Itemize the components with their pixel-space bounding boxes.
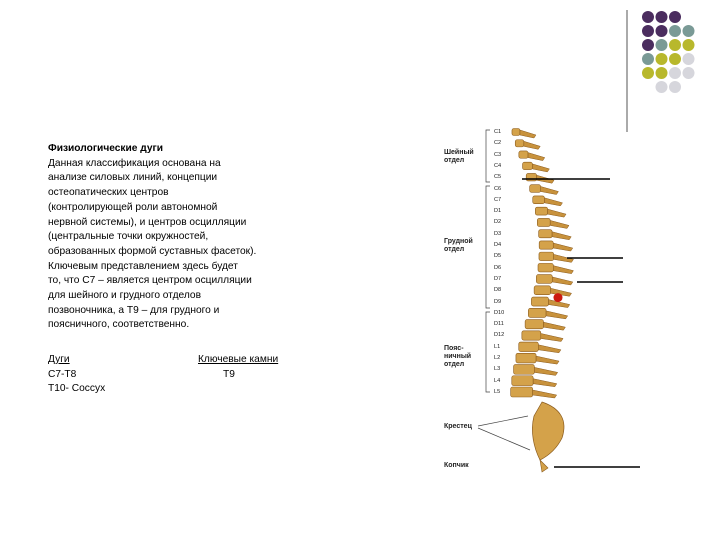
vertebra-label: D2: [494, 219, 502, 226]
decorative-dot: [656, 53, 668, 65]
vertebra-label: D1: [494, 208, 502, 215]
body-line: (контролирующей роли автономной: [48, 201, 218, 213]
keystones-column: [198, 353, 278, 382]
vertebra-label: L5: [494, 389, 501, 395]
decorative-dot: [669, 81, 681, 93]
vertebra-body: [519, 342, 539, 351]
vertebra-label: C6: [494, 185, 502, 192]
vertebra-label: D6: [494, 264, 502, 271]
vertebra-label: C5: [494, 174, 502, 181]
decorative-dot: [656, 11, 668, 23]
vertebra-label: D11: [494, 321, 504, 328]
vertebra-label: D8: [494, 287, 502, 294]
vertebra-body: [534, 286, 551, 295]
body-line: Ключевым представлением здесь будет: [48, 260, 238, 272]
decorative-dot: [642, 25, 654, 37]
vertebra-label: L3: [494, 366, 501, 373]
spinous-process: [534, 367, 557, 375]
body-line: остеопатических центров: [48, 187, 169, 199]
decorative-dot: [656, 25, 668, 37]
spine-illustration: [430, 120, 650, 475]
vertebra-body: [523, 162, 533, 169]
coccyx-label: Копчик: [444, 462, 469, 469]
body-line: то, что С7 – является центром осцилляции: [48, 275, 252, 287]
vertebra-label: C2: [494, 140, 502, 147]
body-line: для шейного и грудного отделов: [48, 290, 201, 302]
vertebra-body: [528, 308, 546, 317]
spinous-process: [552, 232, 571, 240]
arcs-header: Дуги: [48, 354, 70, 365]
vertebra-body: [512, 376, 533, 386]
spinous-process: [520, 130, 536, 138]
spinous-process: [552, 277, 573, 285]
vertebra-label: D5: [494, 253, 502, 260]
section-bracket: [486, 312, 490, 392]
keystones-header: Ключевые камни: [198, 354, 279, 365]
body-line: поясничного, соответственно.: [48, 319, 190, 331]
arcs-column: [48, 353, 105, 397]
vertebra-body: [522, 331, 541, 340]
body-line: анализе силовых линий, концепции: [48, 172, 218, 184]
thoracic-label: Грудной отдел: [444, 238, 473, 253]
vertebra-body: [535, 207, 547, 215]
vertebra-label: L2: [494, 355, 501, 362]
spinous-process: [541, 187, 559, 195]
vertebra-body: [536, 275, 552, 284]
vertebra-body: [530, 185, 541, 193]
spinous-process: [524, 141, 540, 149]
decorative-dot: [683, 53, 695, 65]
vertebra-body: [531, 297, 548, 306]
body-line: нервной системы), и центров осцилляции: [48, 216, 247, 228]
sacrum-leader-line: [478, 416, 528, 426]
spinous-process: [541, 333, 563, 341]
decorative-dot: [669, 25, 681, 37]
decorative-dot: [656, 81, 668, 93]
spinous-process: [553, 266, 573, 274]
vertebra-body: [537, 218, 550, 226]
decorative-dot: [669, 39, 681, 51]
spinous-process: [544, 198, 562, 206]
keystone-marker: [553, 293, 562, 302]
spine-figure: [430, 120, 650, 475]
section-bracket: [486, 130, 490, 182]
vertebra-label: C7: [494, 196, 502, 203]
coccyx-bone: [540, 460, 548, 472]
vertebra-body: [533, 196, 545, 204]
spinous-process: [532, 164, 549, 172]
spinous-process: [550, 220, 569, 228]
vertebra-body: [519, 151, 528, 158]
vertebra-body: [539, 230, 552, 238]
arc-row: Т10- Соссух: [48, 383, 106, 395]
spinous-process: [528, 153, 545, 161]
vertebra-label: D10: [494, 309, 505, 316]
vertebra-label: C4: [494, 162, 502, 169]
spinous-process: [553, 243, 572, 251]
vertebra-body: [539, 241, 553, 249]
decorative-dot: [669, 11, 681, 23]
vertebra-label: C3: [494, 151, 502, 158]
vertebra-label: L4: [494, 377, 501, 384]
vertebra-label: D12: [494, 332, 505, 339]
body-line: образованных формой суставных фасеток).: [48, 245, 257, 257]
decorative-dot: [683, 67, 695, 79]
spinous-process: [538, 345, 561, 353]
section-bracket: [486, 186, 490, 308]
description-block: [48, 142, 298, 333]
decorative-dot: [642, 67, 654, 79]
vertebra-body: [525, 320, 543, 329]
cervical-label: Шейный отдел: [444, 149, 474, 164]
vertebra-label: D3: [494, 230, 502, 237]
spinous-process: [536, 356, 559, 364]
spinous-process: [533, 379, 557, 387]
vertebra-body: [539, 252, 554, 260]
keystone-row: Т9: [223, 368, 235, 380]
body-line: (центральные точки окружностей,: [48, 231, 209, 243]
vertebra-body: [515, 140, 524, 147]
vertebra-label: L1: [494, 343, 501, 350]
vertebra-label: D4: [494, 242, 502, 249]
lumbar-label: Пояс- ничный отдел: [444, 345, 472, 368]
spinous-process: [546, 311, 568, 319]
decorative-dot: [642, 39, 654, 51]
decorative-dot: [669, 67, 681, 79]
vertebra-body: [511, 387, 533, 397]
decorative-dot: [656, 39, 668, 51]
vertebra-body: [512, 129, 520, 136]
body-line: Данная классификация основана на: [48, 157, 221, 169]
vertebra-label: D7: [494, 275, 502, 282]
section-heading: Физиологические дуги: [48, 143, 164, 154]
arc-row: С7-Т8: [48, 368, 77, 380]
sacrum-leader-line: [478, 428, 530, 450]
vertebra-body: [538, 263, 553, 272]
vertebra-label: C1: [494, 129, 502, 135]
vertebra-body: [514, 365, 535, 375]
spinous-process: [548, 209, 566, 217]
decorative-dot: [683, 25, 695, 37]
decorative-dot: [642, 11, 654, 23]
vertebra-body: [526, 173, 536, 181]
decorative-dot: [642, 53, 654, 65]
vertebra-label: D9: [494, 298, 502, 305]
sacrum-bone: [532, 402, 564, 460]
sacrum-label: Крестец: [444, 423, 472, 430]
spinous-process: [533, 390, 557, 398]
decorative-dot: [656, 67, 668, 79]
vertebra-body: [516, 353, 536, 363]
spinous-process: [543, 322, 565, 330]
body-lines: [48, 157, 298, 333]
decorative-dot: [683, 39, 695, 51]
body-line: позвоночника, а Т9 – для грудного и: [48, 304, 220, 316]
decorative-dot: [669, 53, 681, 65]
